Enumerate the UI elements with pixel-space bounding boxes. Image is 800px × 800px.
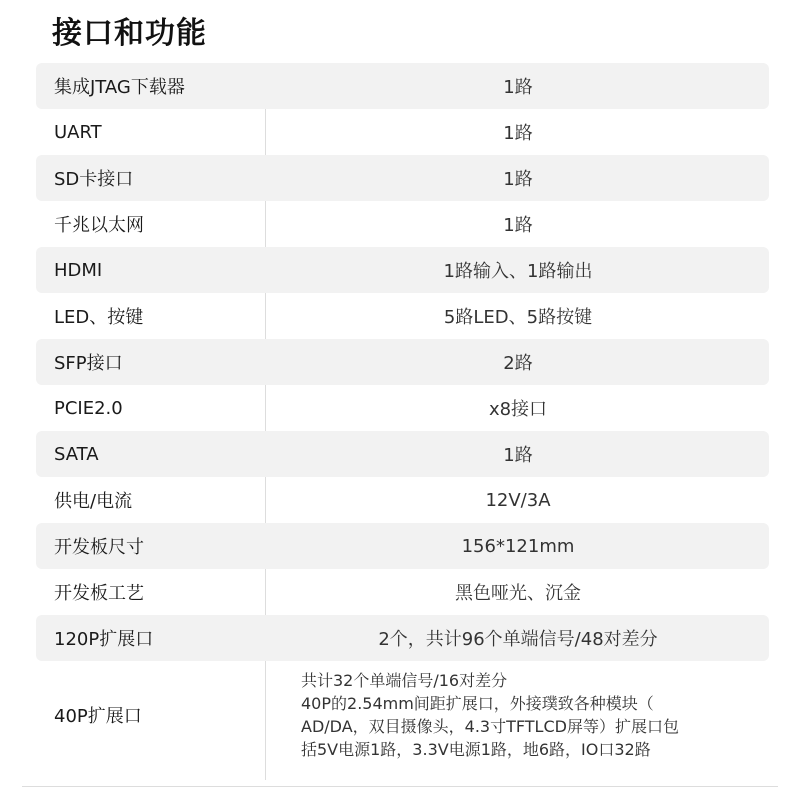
- row-label: HDMI: [54, 259, 103, 281]
- row-label: SD卡接口: [54, 169, 134, 190]
- row-value: 1路: [503, 169, 533, 190]
- table-row: [36, 293, 769, 339]
- table-row: [36, 63, 769, 109]
- row-label: 开发板尺寸: [54, 537, 144, 558]
- row-value: 1路: [503, 445, 533, 466]
- row-value: 黑色哑光、沉金: [455, 583, 581, 604]
- page-title: 接口和功能: [52, 16, 207, 51]
- table-row: [36, 477, 769, 523]
- table-row: [36, 569, 769, 615]
- row-value-line: 40P的2.54mm间距扩展口，外接璞致各种模块（: [301, 694, 654, 713]
- row-label: 集成JTAG下载器: [54, 77, 185, 98]
- row-label: PCIE2.0: [54, 397, 123, 419]
- row-value: 1路输入、1路输出: [443, 261, 593, 282]
- row-label: 开发板工艺: [54, 583, 144, 604]
- spec-table: [36, 63, 769, 769]
- row-value: 1路: [503, 215, 533, 236]
- row-value: 5路LED、5路按键: [443, 307, 593, 328]
- row-value-line: AD/DA，双目摄像头，4.3寸TFTLCD屏等）扩展口包: [301, 717, 679, 736]
- row-label: UART: [54, 121, 102, 143]
- row-value: x8接口: [488, 399, 548, 420]
- table-row: [36, 339, 769, 385]
- table-row: [36, 109, 769, 155]
- table-row: [36, 615, 769, 661]
- table-row: [36, 661, 769, 769]
- row-label: 供电/电流: [54, 491, 133, 512]
- bottom-divider: [22, 786, 778, 787]
- row-label: SFP接口: [54, 353, 123, 374]
- table-row: [36, 385, 769, 431]
- table-row: [36, 247, 769, 293]
- row-label: LED、按键: [54, 307, 144, 328]
- row-value-line: 括5V电源1路，3.3V电源1路，地6路，IO口32路: [301, 740, 651, 759]
- row-value: 2路: [503, 353, 533, 374]
- table-row: [36, 523, 769, 569]
- row-value-line: 共计32个单端信号/16对差分: [301, 671, 508, 690]
- table-row: [36, 201, 769, 247]
- row-label: 40P扩展口: [54, 706, 142, 727]
- row-value: 12V/3A: [485, 489, 551, 511]
- row-label: 120P扩展口: [54, 629, 154, 650]
- row-label: 千兆以太网: [54, 215, 144, 236]
- row-value: 2个，共计96个单端信号/48对差分: [378, 629, 658, 650]
- row-value: 156*121mm: [461, 535, 575, 557]
- table-row: [36, 431, 769, 477]
- row-value-multiline: [267, 669, 769, 761]
- table-row: [36, 155, 769, 201]
- row-value: 1路: [503, 123, 533, 144]
- row-value: 1路: [503, 77, 533, 98]
- row-label: SATA: [54, 443, 99, 465]
